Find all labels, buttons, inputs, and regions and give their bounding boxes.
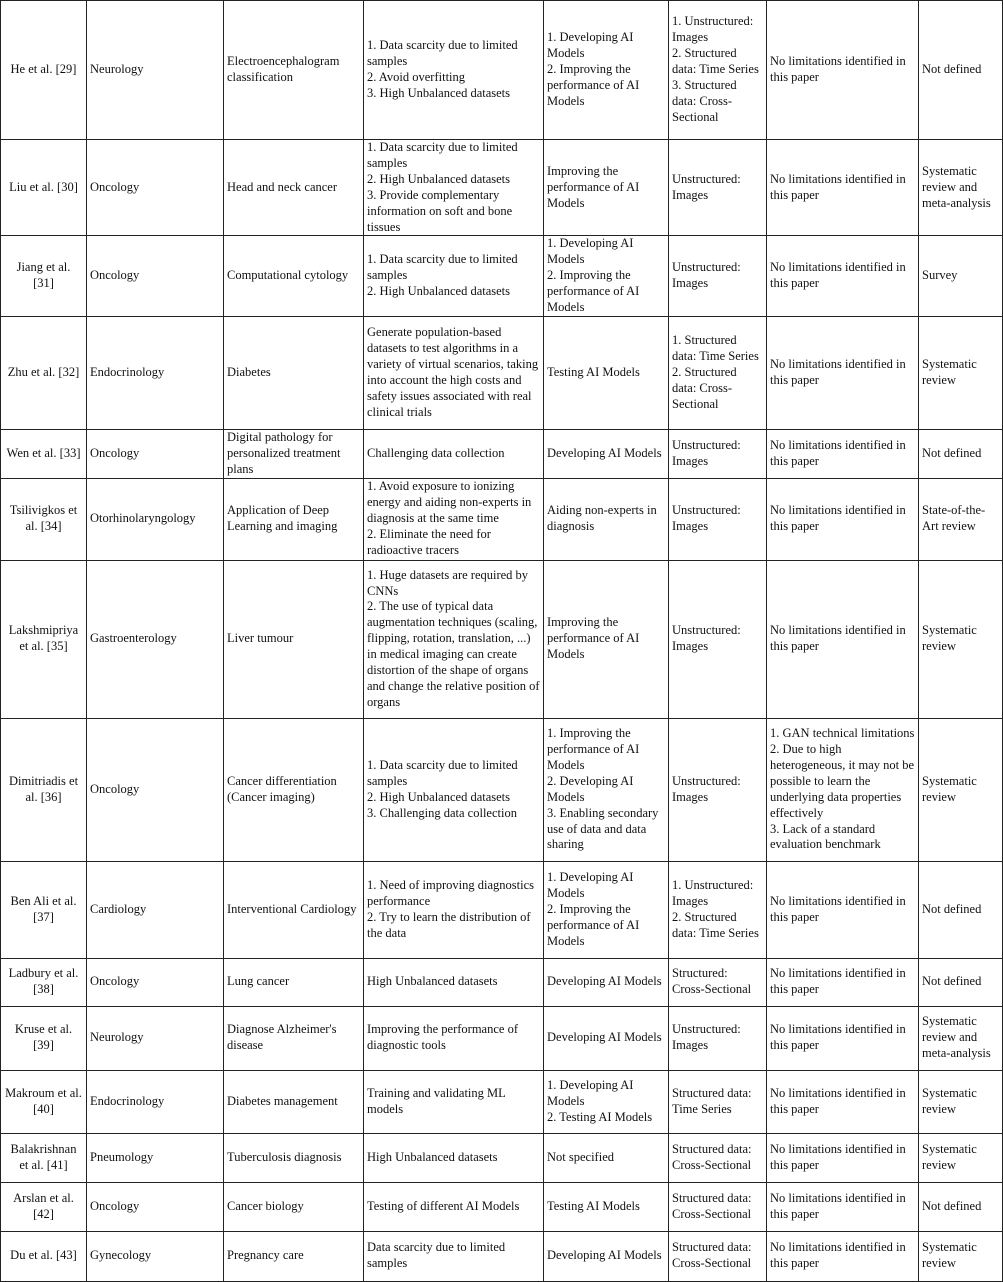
motivation-cell: 1. Huge datasets are required by CNNs 2. The use of typical data augmentation techniques (scaling, flipping, rotation, translation, ...) in medical imaging can create distortion of the shape of organs and change the relative position of organs bbox=[364, 560, 544, 718]
purpose-cell: Improving the performance of AI Models bbox=[544, 140, 669, 236]
study-type-cell: Not defined bbox=[919, 429, 1003, 478]
reference-cell: Ben Ali et al. [37] bbox=[1, 861, 87, 958]
motivation-cell: Testing of different AI Models bbox=[364, 1182, 544, 1231]
table-row bbox=[1, 560, 1003, 718]
specialty-cell: Oncology bbox=[87, 429, 224, 478]
motivation-cell: Challenging data collection bbox=[364, 429, 544, 478]
data-type-cell: Structured data: Cross-Sectional bbox=[669, 1231, 767, 1281]
specialty-cell: Cardiology bbox=[87, 861, 224, 958]
study-type-cell: Systematic review bbox=[919, 1070, 1003, 1133]
data-type-cell: Structured: Cross-Sectional bbox=[669, 958, 767, 1006]
study-type-cell: Systematic review and meta-analysis bbox=[919, 140, 1003, 236]
table-row bbox=[1, 316, 1003, 429]
motivation-cell: Improving the performance of diagnostic tools bbox=[364, 1006, 544, 1070]
purpose-cell: Testing AI Models bbox=[544, 1182, 669, 1231]
specialty-cell: Otorhinolaryngology bbox=[87, 478, 224, 560]
limitations-cell: No limitations identified in this paper bbox=[767, 236, 919, 317]
data-type-cell: Structured data: Cross-Sectional bbox=[669, 1182, 767, 1231]
reference-cell: Jiang et al. [31] bbox=[1, 236, 87, 317]
motivation-cell: Training and validating ML models bbox=[364, 1070, 544, 1133]
study-type-cell: Systematic review and meta-analysis bbox=[919, 1006, 1003, 1070]
reference-cell: Wen et al. [33] bbox=[1, 429, 87, 478]
data-type-cell: Unstructured: Images bbox=[669, 140, 767, 236]
data-type-cell: 1. Structured data: Time Series 2. Structured data: Cross-Sectional bbox=[669, 316, 767, 429]
data-type-cell: Unstructured: Images bbox=[669, 429, 767, 478]
limitations-cell: No limitations identified in this paper bbox=[767, 1182, 919, 1231]
specialty-cell: Pneumology bbox=[87, 1133, 224, 1182]
purpose-cell: 1. Developing AI Models 2. Testing AI Models bbox=[544, 1070, 669, 1133]
study-type-cell: State-of-the-Art review bbox=[919, 478, 1003, 560]
limitations-cell: No limitations identified in this paper bbox=[767, 478, 919, 560]
data-type-cell: 1. Unstructured: Images 2. Structured data: Time Series bbox=[669, 861, 767, 958]
reference-cell: Ladbury et al. [38] bbox=[1, 958, 87, 1006]
application-cell: Electroencephalogram classification bbox=[224, 1, 364, 140]
study-type-cell: Not defined bbox=[919, 1182, 1003, 1231]
application-cell: Pregnancy care bbox=[224, 1231, 364, 1281]
application-cell: Tuberculosis diagnosis bbox=[224, 1133, 364, 1182]
application-cell: Liver tumour bbox=[224, 560, 364, 718]
application-cell: Lung cancer bbox=[224, 958, 364, 1006]
study-type-cell: Systematic review bbox=[919, 718, 1003, 861]
data-type-cell: Unstructured: Images bbox=[669, 718, 767, 861]
limitations-cell: No limitations identified in this paper bbox=[767, 140, 919, 236]
specialty-cell: Oncology bbox=[87, 958, 224, 1006]
application-cell: Cancer biology bbox=[224, 1182, 364, 1231]
data-type-cell: Unstructured: Images bbox=[669, 236, 767, 317]
limitations-cell: No limitations identified in this paper bbox=[767, 861, 919, 958]
data-type-cell: Structured data: Cross-Sectional bbox=[669, 1133, 767, 1182]
purpose-cell: Improving the performance of AI Models bbox=[544, 560, 669, 718]
table-row bbox=[1, 1070, 1003, 1133]
application-cell: Cancer differentiation (Cancer imaging) bbox=[224, 718, 364, 861]
application-cell: Head and neck cancer bbox=[224, 140, 364, 236]
purpose-cell: 1. Developing AI Models 2. Improving the performance of AI Models bbox=[544, 1, 669, 140]
motivation-cell: 1. Data scarcity due to limited samples 2. High Unbalanced datasets 3. Provide complementary information on soft and bone tissues bbox=[364, 140, 544, 236]
motivation-cell: High Unbalanced datasets bbox=[364, 958, 544, 1006]
table-row bbox=[1, 718, 1003, 861]
data-type-cell: Structured data: Time Series bbox=[669, 1070, 767, 1133]
motivation-cell: 1. Avoid exposure to ionizing energy and aiding non-experts in diagnosis at the same time 2. Eliminate the need for radioactive tracers bbox=[364, 478, 544, 560]
table-row bbox=[1, 1006, 1003, 1070]
table-row bbox=[1, 478, 1003, 560]
motivation-cell: 1. Data scarcity due to limited samples 2. High Unbalanced datasets 3. Challenging data collection bbox=[364, 718, 544, 861]
application-cell: Diagnose Alzheimer's disease bbox=[224, 1006, 364, 1070]
purpose-cell: Testing AI Models bbox=[544, 316, 669, 429]
limitations-cell: No limitations identified in this paper bbox=[767, 560, 919, 718]
application-cell: Application of Deep Learning and imaging bbox=[224, 478, 364, 560]
data-type-cell: 1. Unstructured: Images 2. Structured data: Time Series 3. Structured data: Cross-Sectional bbox=[669, 1, 767, 140]
application-cell: Computational cytology bbox=[224, 236, 364, 317]
study-type-cell: Systematic review bbox=[919, 316, 1003, 429]
limitations-cell: No limitations identified in this paper bbox=[767, 1231, 919, 1281]
limitations-cell: No limitations identified in this paper bbox=[767, 1, 919, 140]
limitations-cell: 1. GAN technical limitations 2. Due to high heterogeneous, it may not be possible to learn the underlying data properties effectively 3. Lack of a standard evaluation benchmark bbox=[767, 718, 919, 861]
purpose-cell: Developing AI Models bbox=[544, 429, 669, 478]
limitations-cell: No limitations identified in this paper bbox=[767, 316, 919, 429]
motivation-cell: 1. Data scarcity due to limited samples 2. Avoid overfitting 3. High Unbalanced datasets bbox=[364, 1, 544, 140]
data-type-cell: Unstructured: Images bbox=[669, 478, 767, 560]
study-type-cell: Systematic review bbox=[919, 560, 1003, 718]
table-row bbox=[1, 861, 1003, 958]
specialty-cell: Oncology bbox=[87, 718, 224, 861]
purpose-cell: Aiding non-experts in diagnosis bbox=[544, 478, 669, 560]
limitations-cell: No limitations identified in this paper bbox=[767, 429, 919, 478]
application-cell: Interventional Cardiology bbox=[224, 861, 364, 958]
motivation-cell: Generate population-based datasets to test algorithms in a variety of virtual scenarios, taking into account the high costs and safety issues associated with real clinical trials bbox=[364, 316, 544, 429]
table-row bbox=[1, 1133, 1003, 1182]
study-type-cell: Survey bbox=[919, 236, 1003, 317]
application-cell: Diabetes management bbox=[224, 1070, 364, 1133]
table-body bbox=[1, 1, 1003, 1282]
reference-cell: Dimitriadis et al. [36] bbox=[1, 718, 87, 861]
motivation-cell: High Unbalanced datasets bbox=[364, 1133, 544, 1182]
reference-cell: Kruse et al. [39] bbox=[1, 1006, 87, 1070]
application-cell: Digital pathology for personalized treatment plans bbox=[224, 429, 364, 478]
reference-cell: Liu et al. [30] bbox=[1, 140, 87, 236]
purpose-cell: Developing AI Models bbox=[544, 1231, 669, 1281]
study-type-cell: Not defined bbox=[919, 1, 1003, 140]
specialty-cell: Gynecology bbox=[87, 1231, 224, 1281]
table-row bbox=[1, 1182, 1003, 1231]
study-type-cell: Systematic review bbox=[919, 1133, 1003, 1182]
reference-cell: Tsilivigkos et al. [34] bbox=[1, 478, 87, 560]
specialty-cell: Neurology bbox=[87, 1, 224, 140]
study-type-cell: Not defined bbox=[919, 861, 1003, 958]
specialty-cell: Oncology bbox=[87, 236, 224, 317]
table-row bbox=[1, 958, 1003, 1006]
motivation-cell: 1. Data scarcity due to limited samples 2. High Unbalanced datasets bbox=[364, 236, 544, 317]
limitations-cell: No limitations identified in this paper bbox=[767, 958, 919, 1006]
purpose-cell: 1. Developing AI Models 2. Improving the performance of AI Models bbox=[544, 236, 669, 317]
data-type-cell: Unstructured: Images bbox=[669, 560, 767, 718]
limitations-cell: No limitations identified in this paper bbox=[767, 1006, 919, 1070]
limitations-cell: No limitations identified in this paper bbox=[767, 1133, 919, 1182]
table-row bbox=[1, 1, 1003, 140]
specialty-cell: Neurology bbox=[87, 1006, 224, 1070]
reference-cell: Lakshmipriya et al. [35] bbox=[1, 560, 87, 718]
specialty-cell: Oncology bbox=[87, 140, 224, 236]
reference-cell: Balakrishnan et al. [41] bbox=[1, 1133, 87, 1182]
table-row bbox=[1, 140, 1003, 236]
table-row bbox=[1, 236, 1003, 317]
purpose-cell: Not specified bbox=[544, 1133, 669, 1182]
purpose-cell: Developing AI Models bbox=[544, 1006, 669, 1070]
table-row bbox=[1, 1231, 1003, 1281]
reference-cell: Arslan et al. [42] bbox=[1, 1182, 87, 1231]
table-row bbox=[1, 429, 1003, 478]
specialty-cell: Endocrinology bbox=[87, 316, 224, 429]
data-type-cell: Unstructured: Images bbox=[669, 1006, 767, 1070]
reference-cell: Zhu et al. [32] bbox=[1, 316, 87, 429]
specialty-cell: Endocrinology bbox=[87, 1070, 224, 1133]
reference-cell: Makroum et al. [40] bbox=[1, 1070, 87, 1133]
specialty-cell: Oncology bbox=[87, 1182, 224, 1231]
study-type-cell: Systematic review bbox=[919, 1231, 1003, 1281]
study-type-cell: Not defined bbox=[919, 958, 1003, 1006]
motivation-cell: 1. Need of improving diagnostics performance 2. Try to learn the distribution of the data bbox=[364, 861, 544, 958]
purpose-cell: Developing AI Models bbox=[544, 958, 669, 1006]
reference-cell: Du et al. [43] bbox=[1, 1231, 87, 1281]
motivation-cell: Data scarcity due to limited samples bbox=[364, 1231, 544, 1281]
reference-cell: He et al. [29] bbox=[1, 1, 87, 140]
limitations-cell: No limitations identified in this paper bbox=[767, 1070, 919, 1133]
purpose-cell: 1. Improving the performance of AI Models 2. Developing AI Models 3. Enabling secondary use of data and data sharing bbox=[544, 718, 669, 861]
purpose-cell: 1. Developing AI Models 2. Improving the performance of AI Models bbox=[544, 861, 669, 958]
application-cell: Diabetes bbox=[224, 316, 364, 429]
specialty-cell: Gastroenterology bbox=[87, 560, 224, 718]
